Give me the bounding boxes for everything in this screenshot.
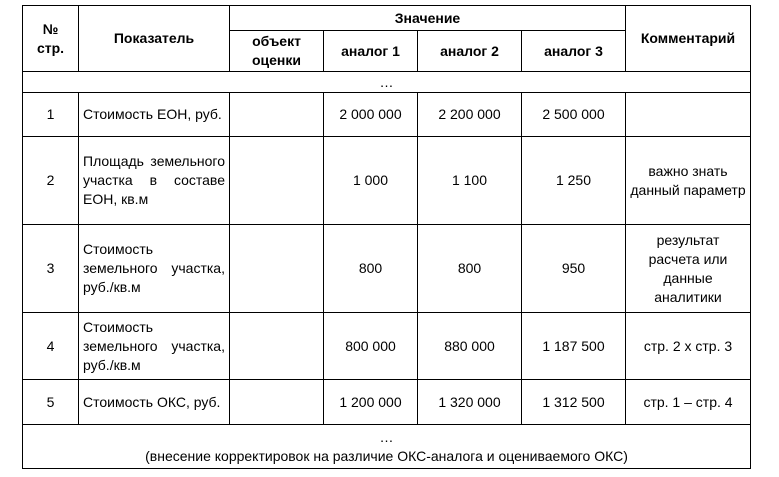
row-analog-3: 1 312 500 [522,380,626,425]
row-number: 3 [23,225,79,313]
row-analog-3: 2 500 000 [522,93,626,137]
row-indicator: Стоимость земельного участка, руб./кв.м [79,225,230,313]
valuation-table [22,5,751,469]
row-analog-1: 1 000 [324,137,418,225]
row-analog-3: 1 187 500 [522,313,626,380]
footer-ellipsis: … [379,428,394,445]
row-object-value [230,137,324,225]
header-object [230,31,324,72]
row-comment: результат расчета или данные аналитики [626,225,751,313]
row-object-value [230,380,324,425]
footer-note-cell [23,425,751,469]
row-comment: стр. 1 – стр. 4 [626,380,751,425]
header-row-number-line2: стр. [36,39,65,56]
row-analog-2: 2 200 000 [418,93,522,137]
row-object-value [230,93,324,137]
row-analog-3: 1 250 [522,137,626,225]
header-row-number [23,6,79,72]
header-comment: Комментарий [626,6,751,72]
header-row-number-line1: № [42,20,59,37]
row-analog-2: 800 [418,225,522,313]
row-analog-2: 880 000 [418,313,522,380]
row-analog-1: 800 000 [324,313,418,380]
table-row [23,137,751,225]
row-indicator: Площадь земельного участка в составе ЕОН, кв.м [79,137,230,225]
row-analog-2: 1 320 000 [418,380,522,425]
table-row [23,313,751,380]
row-comment [626,93,751,137]
header-analog-3: аналог 3 [522,31,626,72]
row-analog-3: 950 [522,225,626,313]
row-number: 2 [23,137,79,225]
row-number: 1 [23,93,79,137]
row-analog-1: 1 200 000 [324,380,418,425]
row-analog-1: 800 [324,225,418,313]
row-object-value [230,313,324,380]
header-indicator: Показатель [79,6,230,72]
header-object-line1: объект [252,33,301,49]
footer-note: (внесение корректировок на различие ОКС-аналога и оцениваемого ОКС) [145,447,628,464]
row-indicator: Стоимость ЕОН, руб. [79,93,230,137]
ellipsis-row: … [23,72,751,93]
row-comment: важно знать данный параметр [626,137,751,225]
header-analog-2: аналог 2 [418,31,522,72]
header-analog-1: аналог 1 [324,31,418,72]
table-row [23,380,751,425]
table-row [23,93,751,137]
row-analog-1: 2 000 000 [324,93,418,137]
header-value-group: Значение [230,6,626,31]
row-analog-2: 1 100 [418,137,522,225]
header-object-line2: оценки [251,52,301,68]
row-number: 5 [23,380,79,425]
row-comment: стр. 2 х стр. 3 [626,313,751,380]
row-number: 4 [23,313,79,380]
table-row [23,225,751,313]
row-object-value [230,225,324,313]
row-indicator: Стоимость ОКС, руб. [79,380,230,425]
row-indicator: Стоимость земельного участка, руб./кв.м [79,313,230,380]
